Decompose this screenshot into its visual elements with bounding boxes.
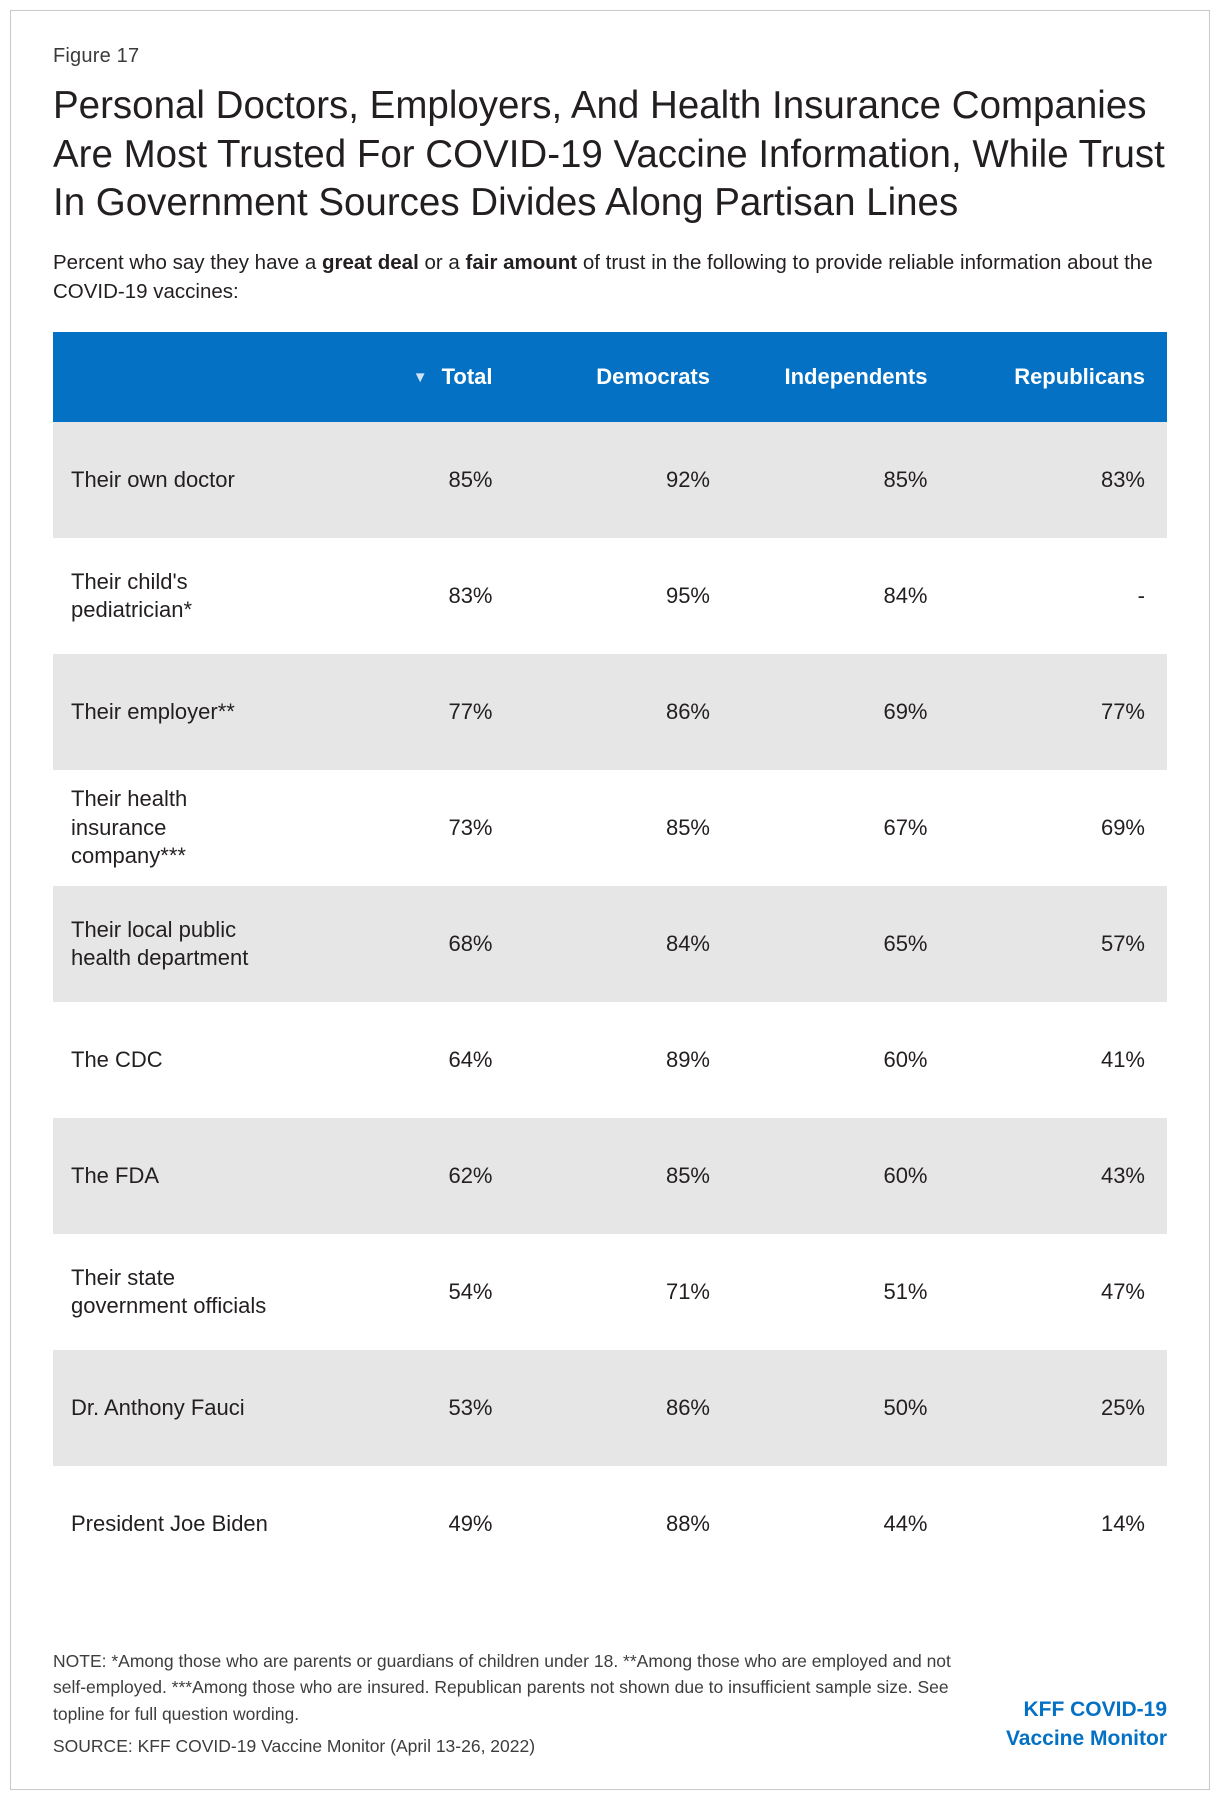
row-label: Their state government officials: [53, 1234, 297, 1350]
column-header-republicans[interactable]: Republicans: [950, 332, 1168, 422]
cell-total: 77%: [297, 654, 515, 770]
column-header-total[interactable]: [297, 332, 515, 422]
row-label: The FDA: [53, 1118, 297, 1234]
cell-independents: 65%: [732, 886, 950, 1002]
cell-total: 83%: [297, 538, 515, 654]
subtitle-part-2: or a: [418, 250, 466, 274]
cell-total: 54%: [297, 1234, 515, 1350]
cell-total: 62%: [297, 1118, 515, 1234]
cell-republicans: 57%: [950, 886, 1168, 1002]
subtitle: [53, 248, 1167, 306]
column-header-label: [53, 332, 297, 422]
subtitle-part-1: Percent who say they have a: [53, 250, 322, 274]
cell-republicans: 69%: [950, 770, 1168, 886]
note: NOTE: *Among those who are parents or guardians of children under 18. **Among those who are employed and not self-employed. ***Among those who are insured. Republican parents not shown due to insufficient sample size. See topline for full question wording.: [53, 1651, 951, 1724]
cell-republicans: 43%: [950, 1118, 1168, 1234]
row-label: Dr. Anthony Fauci: [53, 1350, 297, 1466]
logo-line-2: Vaccine Monitor: [1005, 1726, 1167, 1750]
cell-republicans: -: [950, 538, 1168, 654]
table-row: [53, 654, 1167, 770]
cell-independents: 85%: [732, 422, 950, 538]
cell-independents: 60%: [732, 1118, 950, 1234]
table-header: [53, 332, 1167, 422]
row-label: Their child's pediatrician*: [53, 538, 297, 654]
cell-democrats: 95%: [515, 538, 733, 654]
cell-democrats: 88%: [515, 1466, 733, 1582]
cell-republicans: 14%: [950, 1466, 1168, 1582]
column-header-independents[interactable]: Independents: [732, 332, 950, 422]
cell-total: 85%: [297, 422, 515, 538]
table-row: [53, 1466, 1167, 1582]
cell-democrats: 92%: [515, 422, 733, 538]
cell-independents: 84%: [732, 538, 950, 654]
row-label: Their employer**: [53, 654, 297, 770]
table-row: [53, 1234, 1167, 1350]
column-header-democrats[interactable]: Democrats: [515, 332, 733, 422]
cell-independents: 60%: [732, 1002, 950, 1118]
trust-table: [53, 332, 1167, 1582]
cell-democrats: 85%: [515, 1118, 733, 1234]
row-label: Their local public health department: [53, 886, 297, 1002]
kff-logo: [1006, 1696, 1167, 1753]
cell-democrats: 85%: [515, 770, 733, 886]
cell-republicans: 41%: [950, 1002, 1168, 1118]
cell-total: 49%: [297, 1466, 515, 1582]
table-row: [53, 1002, 1167, 1118]
cell-republicans: 77%: [950, 654, 1168, 770]
logo-line-1: KFF COVID-19: [1023, 1698, 1167, 1722]
subtitle-bold-2: fair amount: [465, 250, 578, 274]
cell-total: 53%: [297, 1350, 515, 1466]
cell-republicans: 25%: [950, 1350, 1168, 1466]
subtitle-bold-1: great deal: [321, 250, 419, 274]
table-row: [53, 770, 1167, 886]
table-body: [53, 422, 1167, 1582]
row-label: Their own doctor: [53, 422, 297, 538]
cell-democrats: 71%: [515, 1234, 733, 1350]
column-header-total-label: Total: [441, 363, 493, 389]
cell-total: 64%: [297, 1002, 515, 1118]
figure-frame: [10, 10, 1210, 1790]
subtitle-part-3: of trust in the following to provide reliable information about the COVID-19 vaccines:: [53, 250, 1153, 303]
cell-democrats: 86%: [515, 654, 733, 770]
sort-descending-icon[interactable]: ▼: [412, 368, 428, 386]
row-label: Their health insurance company***: [53, 770, 297, 886]
cell-democrats: 89%: [515, 1002, 733, 1118]
table-row: [53, 1350, 1167, 1466]
cell-independents: 69%: [732, 654, 950, 770]
page-title: Personal Doctors, Employers, And Health Insurance Companies Are Most Trusted For COVID-19 Vaccine Information, While Trust In Government Sources Divides Along Partisan Lines: [53, 84, 1165, 224]
cell-independents: 50%: [732, 1350, 950, 1466]
table-row: [53, 422, 1167, 538]
cell-total: 68%: [297, 886, 515, 1002]
row-label: President Joe Biden: [53, 1466, 297, 1582]
row-label: The CDC: [53, 1002, 297, 1118]
source: SOURCE: KFF COVID-19 Vaccine Monitor (April 13-26, 2022): [53, 1735, 536, 1756]
table-header-row: [53, 332, 1167, 422]
table-row: [53, 1118, 1167, 1234]
table-row: [53, 538, 1167, 654]
cell-democrats: 84%: [515, 886, 733, 1002]
table-row: [53, 886, 1167, 1002]
figure-label: Figure 17: [53, 45, 140, 67]
cell-total: 73%: [297, 770, 515, 886]
cell-democrats: 86%: [515, 1350, 733, 1466]
cell-independents: 67%: [732, 770, 950, 886]
footnotes: [53, 1648, 1167, 1759]
cell-republicans: 47%: [950, 1234, 1168, 1350]
cell-independents: 51%: [732, 1234, 950, 1350]
cell-independents: 44%: [732, 1466, 950, 1582]
cell-republicans: 83%: [950, 422, 1168, 538]
